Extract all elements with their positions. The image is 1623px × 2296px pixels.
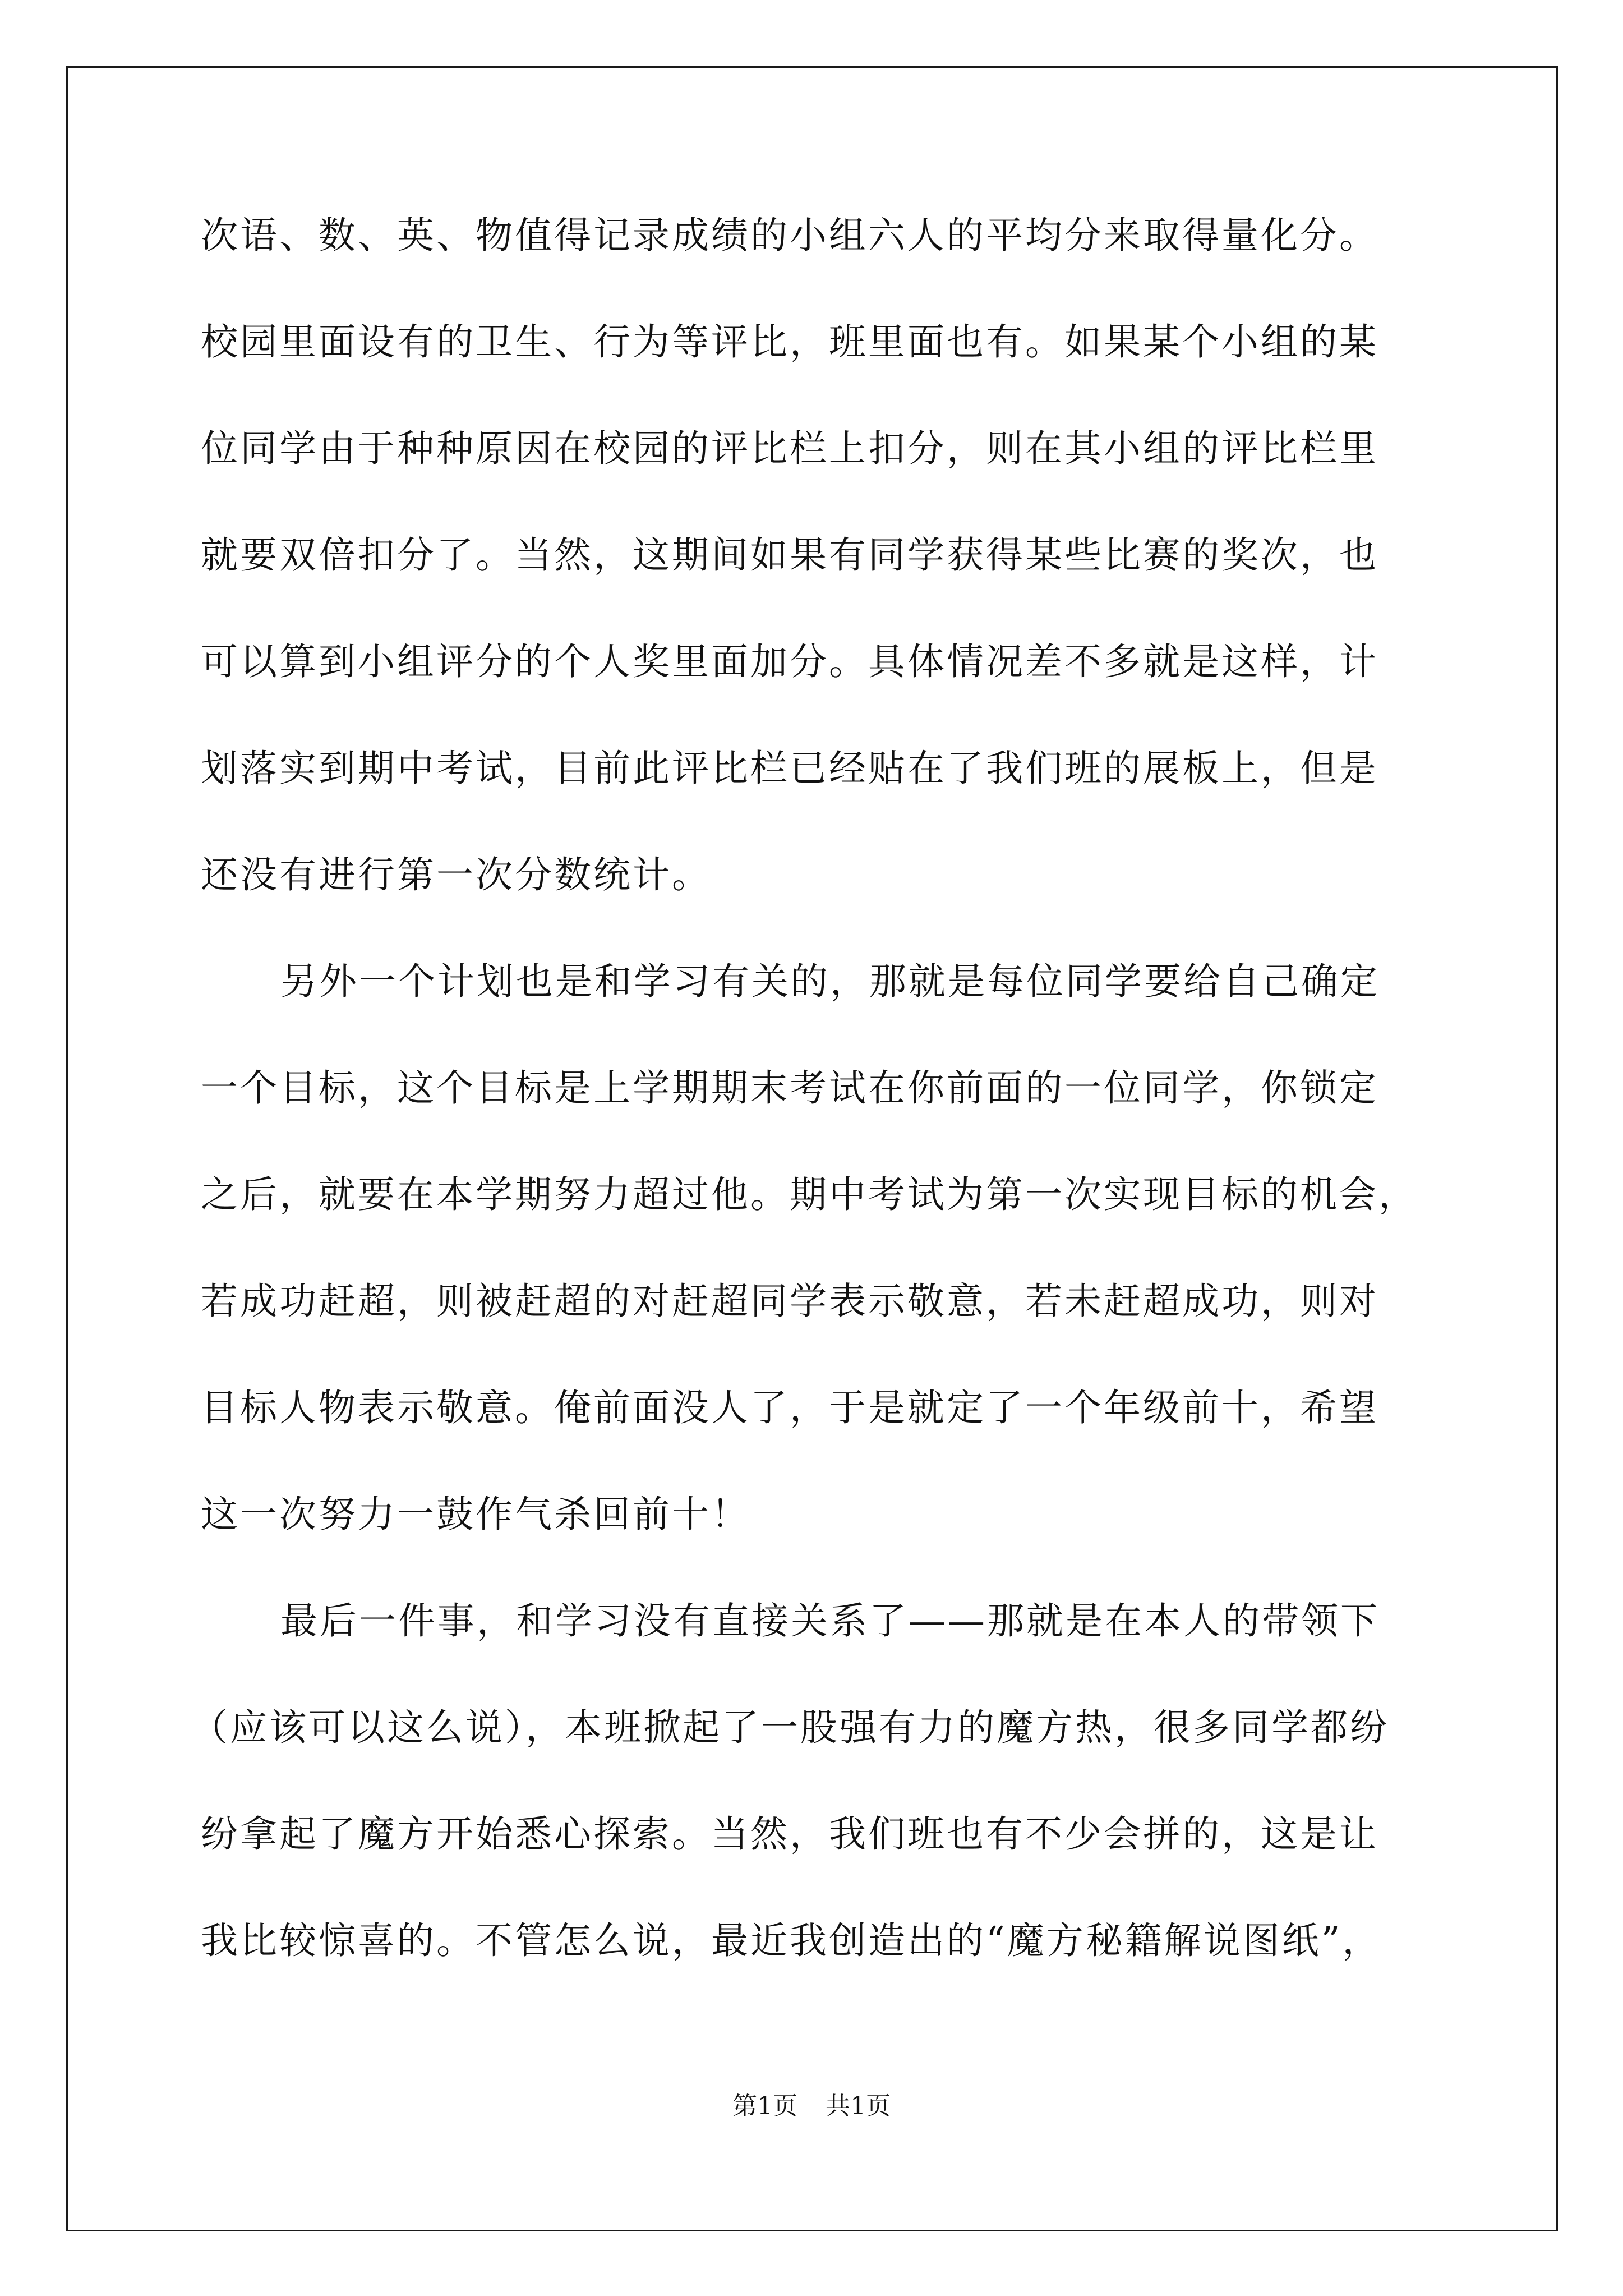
paragraph-2-first-line: 另外一个计划也是和学习有关的，那就是每位同学要给自己确定 [280, 960, 1380, 1003]
text-line-13: 这一次努力一鼓作气杀回前十！ [201, 1493, 750, 1536]
text-line-10: 之后，就要在本学期努力超过他。期中考试为第一次实现目标的机会， [201, 1173, 1418, 1216]
text-line-3: 位同学由于种种原因在校园的评比栏上扣分，则在其小组的评比栏里 [201, 427, 1378, 470]
text-line-17: 我比较惊喜的。不管怎么说，最近我创造出的“魔方秘籍解说图纸”， [201, 1919, 1382, 1962]
text-line-4: 就要双倍扣分了。当然，这期间如果有同学获得某些比赛的奖次，也 [201, 533, 1378, 577]
page-footer [0, 2090, 1623, 2123]
text-line-11: 若成功赶超，则被赶超的对赶超同学表示敬意，若未赶超成功，则对 [201, 1280, 1378, 1323]
text-line-15: （应该可以这么说），本班掀起了一股强有力的魔方热，很多同学都纷 [191, 1706, 1389, 1749]
text-line-6: 划落实到期中考试，目前此评比栏已经贴在了我们班的展板上，但是 [201, 747, 1378, 790]
text-line-2: 校园里面设有的卫生、行为等评比，班里面也有。如果某个小组的某 [201, 320, 1378, 364]
text-line-1: 次语、数、英、物值得记录成绩的小组六人的平均分来取得量化分。 [201, 214, 1378, 257]
text-line-9: 一个目标，这个目标是上学期期末考试在你前面的一位同学，你锁定 [201, 1066, 1378, 1110]
paragraph-3-first-line: 最后一件事，和学习没有直接关系了——那就是在本人的带领下 [280, 1599, 1380, 1642]
text-line-16: 纷拿起了魔方开始悉心探索。当然，我们班也有不少会拼的，这是让 [201, 1812, 1378, 1856]
page-border [66, 66, 1558, 2231]
page-number: 第1页 [732, 2092, 797, 2120]
page-total: 共1页 [826, 2092, 891, 2120]
text-line-7: 还没有进行第一次分数统计。 [201, 853, 711, 896]
text-line-5: 可以算到小组评分的个人奖里面加分。具体情况差不多就是这样，计 [201, 640, 1378, 683]
text-line-12: 目标人物表示敬意。俺前面没人了，于是就定了一个年级前十，希望 [201, 1386, 1378, 1429]
